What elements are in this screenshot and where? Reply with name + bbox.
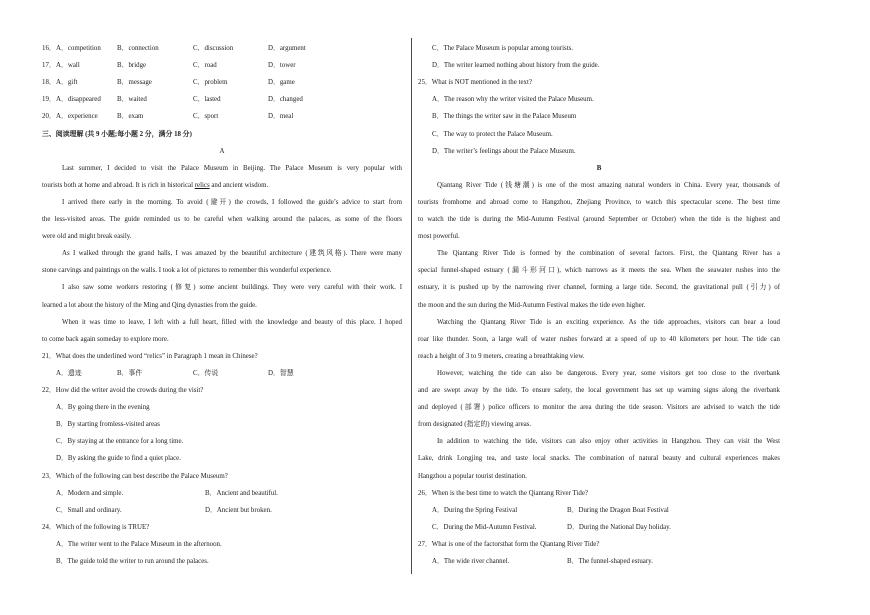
question-26-option-a: A．During the Spring Festival — [432, 506, 518, 514]
cloze-20-number: 20． — [42, 113, 56, 121]
question-22-option-b: B．By starting fromless-visited areas — [56, 421, 160, 429]
passage-a-line: Last summer, I decided to visit the Palace Museum in Beijing. The Palace Museum is very popular with — [62, 164, 402, 172]
question-27-option-a: A．The wide river channel. — [432, 558, 510, 565]
column-divider — [411, 38, 412, 574]
cloze-17-option-d: D．tower — [268, 62, 296, 70]
cloze-18-option-a: A．gift — [56, 79, 78, 87]
passage-b-line: Qiantang River Tide (钱塘潮) is one of the most amazing natural wonders in China. Every year, thousands of — [437, 181, 780, 189]
question-22-option-c: C．By staying at the entrance for a long time. — [56, 438, 184, 446]
cloze-18-option-d: D．game — [268, 79, 295, 87]
underlined-word: relics — [194, 181, 210, 189]
question-24-option-d: D．The writer learned nothing about history from the guide. — [432, 62, 600, 70]
question-25-option-a: A．The reason why the writer visited the Palace Museum. — [432, 96, 594, 104]
question-25-stem: 25．What is NOT mentioned in the text? — [418, 79, 532, 87]
cloze-16-option-c: C．discussion — [193, 45, 234, 52]
passage-a-line: As I walked through the grand halls, I was amazed by the beautiful architecture (建筑风格). There were many — [62, 250, 402, 258]
passage-b-line: and are swept away by the tide. To ensure safety, the local government has set up warning signs along the riverbank — [418, 387, 780, 394]
cloze-17-number: 17． — [42, 62, 56, 70]
question-21-option-b: B．事件 — [117, 369, 143, 377]
cloze-17-option-b: B．bridge — [117, 62, 147, 70]
passage-b-line: special funnel-shaped estuary (漏斗形河口), which narrows as it meets the sea. When the seawater rushes into the — [418, 267, 780, 275]
question-26-option-b: B．During the Dragon Boat Festival — [567, 506, 669, 514]
question-22-option-a: A．By going there in the evening — [56, 404, 150, 412]
cloze-20-option-b: B．exam — [117, 113, 144, 121]
question-24-option-b: B．The guide told the writer to run around the palaces. — [56, 558, 209, 565]
question-25-option-c: C．The way to protect the Palace Museum. — [432, 130, 553, 138]
cloze-20-option-a: A．experience — [56, 113, 98, 121]
cloze-19-option-d: D．changed — [268, 96, 303, 104]
passage-b-line: and deployed (部署) police officers to monitor the area during the tide season. Visitors are advised to watch the tide — [418, 404, 780, 412]
passage-a-line: to come back again someday to explore more. — [42, 335, 169, 343]
cloze-19-option-c: C．lasted — [193, 96, 221, 104]
question-26-stem: 26．When is the best time to watch the Qiantang River Tide? — [418, 489, 588, 497]
cloze-16-option-b: B．connection — [117, 45, 159, 52]
cloze-20-option-d: D．meal — [268, 113, 294, 121]
passage-b-line: Watching the Qiantang River Tide is an exciting experience. As the tide approaches, visitors can hear a loud — [437, 318, 780, 326]
passage-b-label: B — [596, 164, 602, 172]
question-21-option-c: C．传说 — [193, 369, 219, 377]
question-23-option-d: D．Ancient but broken. — [205, 506, 272, 514]
question-25-option-d: D．The writer’s feelings about the Palace Museum. — [432, 147, 576, 155]
question-23-option-b: B．Ancient and beautiful. — [205, 489, 278, 497]
passage-b-line: roar like thunder. Soon, a large wall of water rushes forward at a speed of up to 40 kilometers per hour. The tide can — [418, 335, 780, 343]
cloze-18-option-b: B．message — [117, 79, 152, 87]
question-23-option-a: A．Modern and simple. — [56, 489, 124, 497]
passage-a-line: were old and might break easily. — [42, 233, 132, 241]
passage-b-line: reach a height of 3 to 9 meters, creating a breathtaking view. — [418, 352, 585, 360]
passage-b-line: However, watching the tide can also be dangerous. Every year, some visitors get too close to the riverbank — [437, 369, 780, 377]
question-27-stem: 27．What is one of the factorsthat form the Qiantang River Tide? — [418, 540, 600, 548]
passage-a-label: A — [219, 147, 225, 155]
question-21-option-a: A．遗迹 — [56, 369, 82, 377]
passage-a-line: I arrived there early in the morning. To avoid (避开) the crowds, I followed the guide’s advice to start from — [62, 198, 402, 206]
passage-b-line: tourists fromhome and abroad come to Hangzhou, Zhejiang Province, to watch this spectacular scene. The best time — [418, 198, 780, 206]
question-23-option-c: C．Small and ordinary. — [56, 506, 122, 514]
cloze-16-option-a: A．competition — [56, 45, 101, 52]
cloze-17-option-c: C．road — [193, 62, 217, 70]
passage-b-line: estuary, it is pushed up by the narrowing river channel, forming a large tide. Second, the gravitational pull (引力) of — [418, 284, 780, 292]
cloze-20-option-c: C．sport — [193, 113, 219, 121]
cloze-16-option-d: D．argument — [268, 45, 306, 52]
cloze-19-option-a: A．disappeared — [56, 96, 101, 104]
cloze-16-number: 16． — [42, 45, 56, 52]
question-21-option-d: D．智慧 — [268, 369, 294, 377]
question-22-stem: 22．How did the writer avoid the crowds during the visit? — [42, 387, 204, 394]
question-25-option-b: B．The things the writer saw in the Palace Museum — [432, 113, 577, 121]
passage-b-line: The Qiantang River Tide is formed by the combination of several factors. First, the Qiantang River has a — [437, 250, 780, 258]
passage-a-line: When it was time to leave, I left with a full heart, filled with the knowledge and beauty of this place. I hoped — [62, 318, 402, 326]
question-26-option-c: C．During the Mid-Autumn Festival. — [432, 523, 537, 531]
cloze-19-option-b: B．waited — [117, 96, 147, 104]
cloze-18-number: 18． — [42, 79, 56, 87]
passage-a-line: the less-visited areas. The guide reminded us to be careful when walking around the palaces, as some of the floors — [42, 216, 402, 223]
question-26-option-d: D．During the National Day holiday. — [567, 523, 671, 531]
passage-a-line: learned a lot about the history of the Ming and Qing dynasties from the guide. — [42, 301, 257, 309]
cloze-17-option-a: A．wall — [56, 62, 80, 70]
passage-b-line: Lake, drink Longjing tea, and taste local snacks. The combination of natural beauty and cultural experiences makes — [418, 455, 780, 463]
question-23-stem: 23．Which of the following can best describe the Palace Museum? — [42, 472, 228, 480]
passage-a-line: stone carvings and paintings on the walls. I took a lot of pictures to remember this wonderful experience. — [42, 267, 332, 275]
passage-a-line: I also saw some workers restoring (修复) some ancient buildings. They were very careful with their work. I — [62, 284, 402, 292]
question-21-stem: 21．What does the underlined word “relics” in Paragraph 1 mean in Chinese? — [42, 352, 258, 360]
passage-a-line-text: and ancient wisdom. — [209, 181, 269, 189]
passage-b-line: to watch the tide is during the Mid-Autumn Festival (around September or October) when the tide is the highest and — [418, 216, 780, 223]
cloze-18-option-c: C．problem — [193, 79, 228, 87]
question-24-stem: 24．Which of the following is TRUE? — [42, 523, 150, 531]
passage-b-line: from designated (指定的) viewing areas. — [418, 421, 532, 429]
passage-b-line: the moon and the sun during the Mid-Autumn Festival makes the tide even higher. — [418, 301, 646, 309]
question-24-option-a: A．The writer went to the Palace Museum in the afternoon. — [56, 540, 222, 548]
question-22-option-d: D．By asking the guide to find a quiet place. — [56, 455, 181, 463]
question-27-option-b: B．The funnel-shaped estuary. — [567, 558, 653, 565]
passage-a-line-text: tourists both at home and abroad. It is rich in historical — [42, 181, 195, 189]
cloze-19-number: 19． — [42, 96, 56, 104]
passage-b-line: most powerful. — [418, 233, 460, 241]
question-24-option-c: C．The Palace Museum is popular among tourists. — [432, 45, 574, 52]
passage-b-line: Hangzhou a popular tourist destination. — [418, 472, 527, 480]
section-heading: 三、阅读理解 (共 9 小题;每小题 2 分，满分 18 分) — [42, 130, 192, 138]
passage-a-line — [42, 181, 402, 191]
passage-b-line: In addition to watching the tide, visitors can also enjoy other activities in Hangzhou. They can visit the West — [437, 438, 780, 446]
